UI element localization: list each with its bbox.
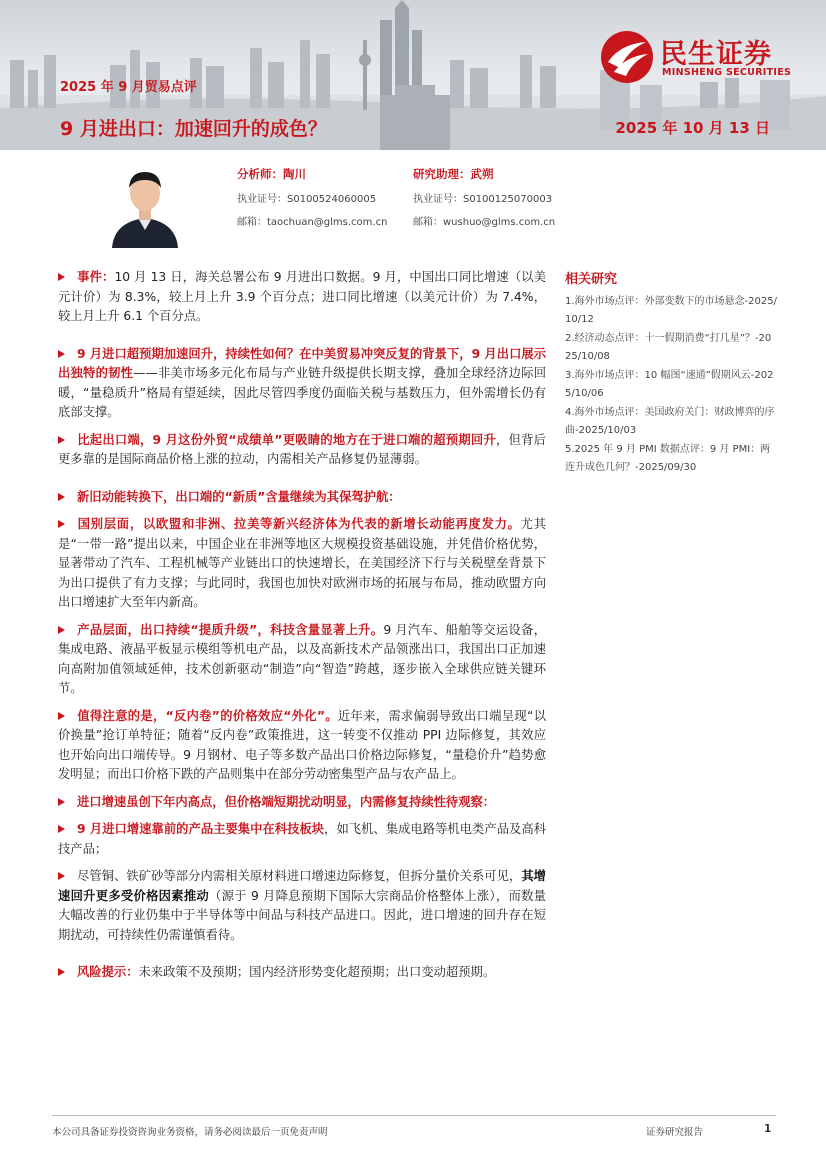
bullet-arrow-icon [58,350,65,358]
paragraph-risk: 风险提示：未来政策不及预期；国内经济形势变化超预期；出口变动超预期。 [58,963,546,983]
footer-report-label: 证券研究报告 [646,1127,704,1138]
bullet-arrow-icon [58,968,65,976]
bullet-arrow-icon [58,520,65,528]
paragraph-import-question: 9 月进口超预期加速回升，持续性如何？在中美贸易冲突反复的背景下，9 月出口展示出独特的韧性——非美市场多元化布局与产业链升级提供长期支撑，叠加全球经济边际回暖，“量稳质升”格局有望延续，因此尽管四季度仍面临关税与基数压力，但外需增长仍有底部支撑。 [58,346,546,419]
related-research-title: 相关研究 [565,272,618,287]
related-research-item[interactable]: 3.海外市场点评：10 幅图“速通”假期风云-2025/10/06 [565,370,774,399]
paragraph-event: 事件：10 月 13 日，海关总署公布 9 月进出口数据。9 月，中国出口同比增速（以美元计价）为 8.3%，较上月上升 3.9 个百分点；进口同比增速（以美元计价）为 7.4%，较上月上升 6.1 个百分点。 [58,270,546,323]
paragraph-product-level: 产品层面，出口持续“提质升级”，科技含量显著上升。9 月汽车、船舶等交运设备，集成电路、液晶平板显示模组等机电产品，以及高新技术产品领涨出口，我国出口正加速向高附加值领域延伸，技术创新驱动“制造”向“智造”跨越，逐步嵌入全球供应链关键环节。 [58,622,547,695]
analyst-info [237,166,387,236]
footer-divider [52,1115,776,1116]
assistant-info [413,166,555,236]
bullet-arrow-icon [58,273,65,281]
assistant-cert: 执业证号：S0100125070003 [413,194,553,205]
related-research [565,268,777,478]
report-type: 2025 年 9 月贸易点评 [60,80,197,95]
assistant-email: 邮箱：wushuo@glms.com.cn [413,217,556,228]
analyst-email: 邮箱：taochuan@glms.com.cn [237,217,388,228]
bullet-arrow-icon [58,825,65,833]
paragraph-new-momentum: 新旧动能转换下，出口端的“新质”含量继续为其保驾护航： [58,488,546,508]
bullet-arrow-icon [58,712,65,720]
paragraph-anti-involution: 值得注意的是，“反内卷”的价格效应“外化”。近年来，需求偏弱导致出口端呈现“以价换量”抢订单特征；随着“反内卷”政策推进，这一转变不仅推动 PPI 边际修复，其效应也开始向出口端传导。9 月钢材、电子等多数产品出口价格边际修复，“量稳价升”趋势愈发明显；而出口价格下跌的产品则集中在部分劳动密集型产品与农产品上。 [58,708,546,781]
bullet-arrow-icon [58,436,65,444]
paragraph-import-growth: 进口增速虽创下年内高点，但价格端短期扰动明显，内需修复持续性待观察： [58,793,546,813]
bullet-arrow-icon [58,493,65,501]
logo-mark-icon [600,30,654,84]
bullet-arrow-icon [58,872,65,880]
logo-text-en: MINSHENG SECURITIES [662,67,792,78]
related-research-item[interactable]: 5.2025 年 9 月 PMI 数据点评：9 月 PMI：两连升成色几何？-2025/09/30 [565,444,771,473]
minsheng-logo [600,30,805,85]
related-research-item[interactable]: 4.海外市场点评：美国政府关门：财政博弈的序曲-2025/10/03 [565,407,775,436]
paragraph-tech-imports: 9 月进口增速靠前的产品主要集中在科技板块，如飞机、集成电路等机电类产品及高科技产品； [58,822,546,856]
related-research-item[interactable]: 1.海外市场点评：外部变数下的市场悬念-2025/10/12 [565,296,777,325]
analyst-name: 分析师：陶川 [237,167,306,181]
header-banner [0,0,826,150]
report-date: 2025 年 10 月 13 日 [615,119,770,137]
page-number: 1 [764,1123,772,1135]
analyst-cert: 执业证号：S0100524060005 [237,194,377,205]
assistant-name: 研究助理：武朔 [413,167,494,181]
page-title: 9 月进出口：加速回升的成色？ [60,118,327,140]
related-research-item[interactable]: 2.经济动态点评：十一假期消费“打几星”？-2025/10/08 [565,333,772,362]
bullet-arrow-icon [58,626,65,634]
footer-disclaimer: 本公司具备证券投资咨询业务资格，请务必阅读最后一页免责声明 [52,1127,328,1138]
bullet-arrow-icon [58,798,65,806]
paragraph-raw-materials: 尽管铜、铁矿砂等部分内需相关原材料进口增速边际修复，但拆分量价关系可见，其增速回升更多受价格因素推动（源于 9 月降息预期下国际大宗商品价格整体上涨），而数量大幅改善的行业仍集中于半导体等中间品与科技产品进口。因此，进口增速的回升存在短期扰动，可持续性仍需谨慎看待。 [58,869,546,942]
paragraph-country-level: 国别层面，以欧盟和非洲、拉美等新兴经济体为代表的新增长动能再度发力。尤其是“一带一路”提出以来，中国企业在非洲等地区大规模投资基础设施，并凭借价格优势，显著带动了汽车、工程机械等产业链出口的快速增长，在美国经济下行与关税壁垒背景下为出口提供了有力支撑；与此同时，我国也加快对欧洲市场的拓展与布局，推动欧盟方向出口增速扩大至年内新高。 [58,517,546,609]
logo-text-cn: 民生证券 [660,39,772,70]
report-body [58,268,546,991]
analyst-avatar [100,158,190,248]
paragraph-import-surprise: 比起出口端，9 月这份外贸“成绩单”更吸睛的地方在于进口端的超预期回升，但背后更多靠的是国际商品价格上涨的拉动，内需相关产品修复仍显薄弱。 [58,432,546,466]
